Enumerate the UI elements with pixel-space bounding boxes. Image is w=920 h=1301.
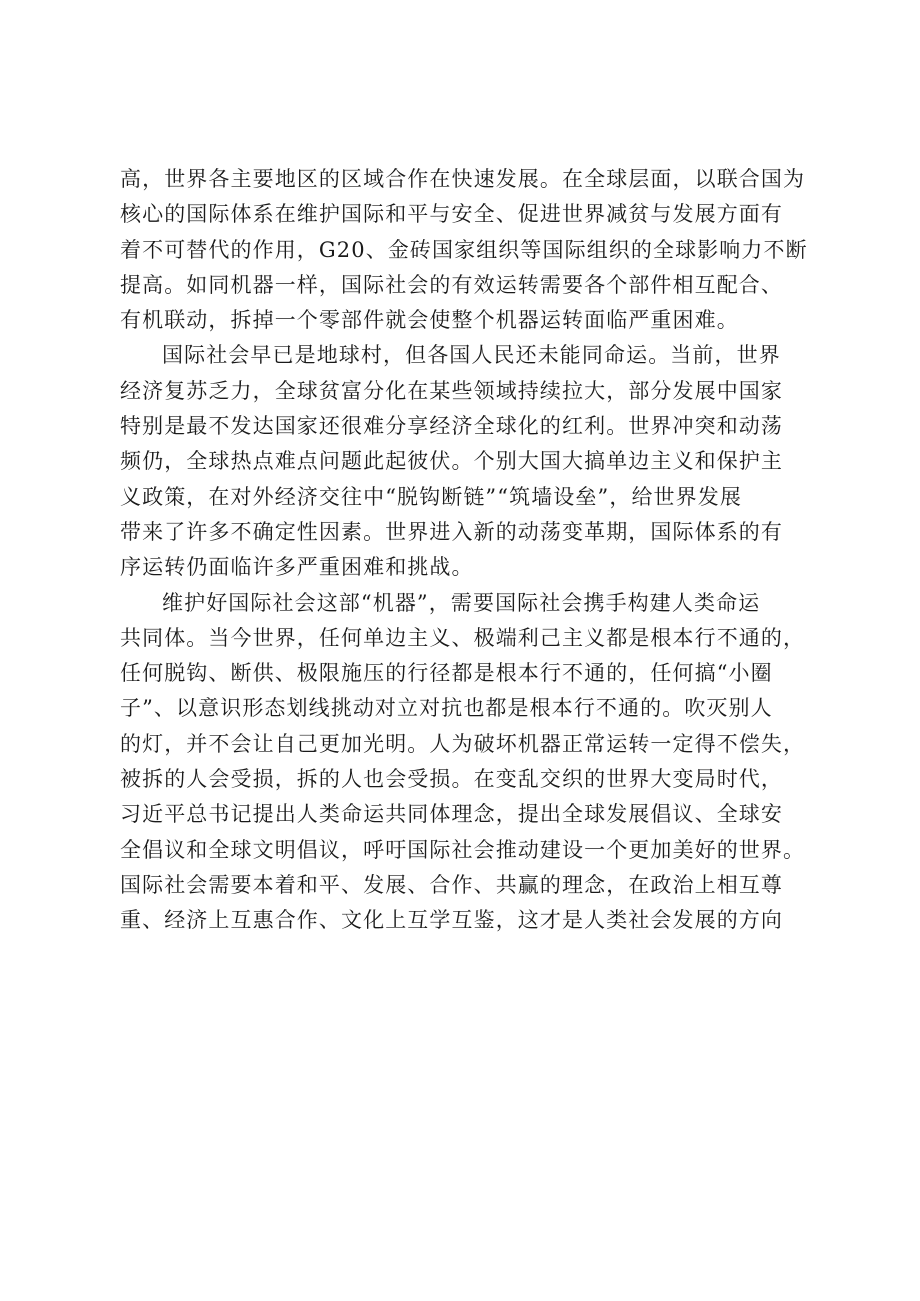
text-line: 序运转仍面临许多严重困难和挑战。 (120, 555, 474, 580)
text-line: 义政策，在对外经济交往中“脱钩断链”“筑墙设垒”，给世界发展 (120, 484, 742, 509)
text-line: 全倡议和全球文明倡议，呼吁国际社会推动建设一个更加美好的世界。 (120, 837, 806, 862)
text-line: 着不可替代的作用，G20、金砖国家组织等国际组织的全球影响力不断 (120, 237, 808, 262)
text-line: 经济复苏乏力，全球贫富分化在某些领域持续拉大，部分发展中国家 (120, 378, 783, 403)
text-line: 子”、以意识形态划线挑动对立对抗也都是根本行不通的。吹灭别人 (120, 696, 773, 721)
text-line: 有机联动，拆掉一个零部件就会使整个机器运转面临严重困难。 (120, 308, 739, 333)
text-line: 提高。如同机器一样，国际社会的有效运转需要各个部件相互配合、 (120, 272, 783, 297)
paragraph-start-line: 国际社会早已是地球村，但各国人民还未能同命运。当前，世界 (162, 343, 781, 368)
text-line: 被拆的人会受损，拆的人也会受损。在变乱交织的世界大变局时代， (120, 767, 783, 792)
text-line: 频仍，全球热点难点问题此起彼伏。个别大国大搞单边主义和保护主 (120, 449, 783, 474)
paragraph-start-line: 维护好国际社会这部“机器”，需要国际社会携手构建人类命运 (162, 590, 761, 615)
body-text (120, 162, 820, 939)
text-line: 习近平总书记提出人类命运共同体理念，提出全球发展倡议、全球安 (120, 802, 783, 827)
text-line: 高，世界各主要地区的区域合作在快速发展。在全球层面，以联合国为 (120, 167, 806, 191)
text-line: 特别是最不发达国家还很难分享经济全球化的红利。世界冲突和动荡 (120, 414, 783, 439)
text-line: 核心的国际体系在维护国际和平与安全、促进世界减贫与发展方面有 (120, 202, 783, 227)
text-line: 任何脱钩、断供、极限施压的行径都是根本行不通的，任何搞“小圈 (120, 661, 773, 686)
text-line: 带来了许多不确定性因素。世界进入新的动荡变革期，国际体系的有 (120, 519, 783, 544)
text-line: 重、经济上互惠合作、文化上互学互鉴，这才是人类社会发展的方向 (120, 908, 783, 933)
text-line: 的灯，并不会让自己更加光明。人为破坏机器正常运转一定得不偿失， (120, 731, 806, 756)
text-line: 共同体。当今世界，任何单边主义、极端利己主义都是根本行不通的， (120, 625, 806, 650)
text-line: 国际社会需要本着和平、发展、合作、共赢的理念，在政治上相互尊 (120, 872, 783, 897)
